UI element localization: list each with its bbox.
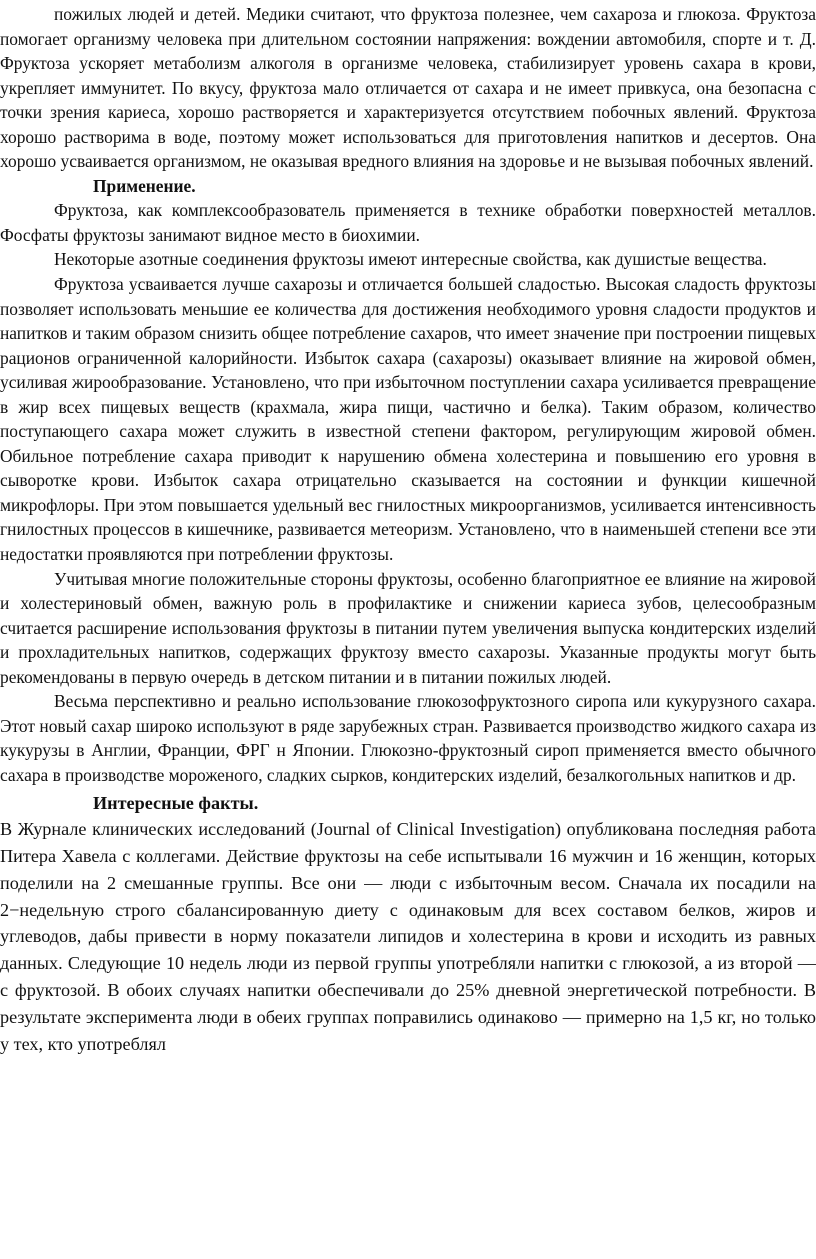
- heading-application: Применение.: [93, 175, 196, 196]
- main-text-section: [0, 2, 816, 788]
- heading-facts: Интересные факты.: [93, 792, 259, 813]
- paragraph-intro: пожилых людей и детей. Медики считают, что фруктоза полезнее, чем сахароза и глюкоза. Фруктоза помогает организму человека при длительном состоянии напряжения: вождении автомобиля, спорте и т. Д. Фруктоза ускоряет метаболизм алкоголя в организме человека, стабилизирует уровень сахара в крови, укрепляет иммунитет. По вкусу, фруктоза мало отличается от сахара и не имеет привкуса, она безопасна с точки зрения кариеса, хорошо растворяется и характеризуется отсутствием побочных явлений. Фруктоза хорошо растворима в воде, поэтому может использоваться для приготовления напитков и десертов. Она хорошо усваивается организмом, не оказывая вредного влияния на здоровье и не вызывая побочных явлений.: [0, 4, 816, 172]
- paragraph-facts: В Журнале клинических исследований (Journal of Clinical Investigation) опубликована последняя работа Питера Хавела с коллегами. Действие фруктозы на себе испытывали 16 мужчин и 16 женщин, которых поделили на 2 смешанные группы. Все они — люди с избыточным весом. Сначала их посадили на 2−недельную строго сбалансированную диету с одинаковым для всех составом белков, жиров и углеводов, дабы привести в норму показатели липидов и холестерина в крови и исходить из равных данных. Следующие 10 недель люди из первой группы употребляли напитки с глюкозой, а из второй — с фруктозой. В обоих случаях напитки обеспечивали до 25% дневной энергетической потребности. В результате эксперимента люди в обеих группах поправились одинаково — примерно на 1,5 кг, но только у тех, кто употреблял: [0, 819, 816, 1054]
- paragraph-metals: Фруктоза, как комплексообразователь применяется в технике обработки поверхностей металлов. Фосфаты фруктозы занимают видное место в биохимии.: [0, 200, 816, 245]
- paragraph-benefits: Учитывая многие положительные стороны фруктозы, особенно благоприятное ее влияние на жировой и холестериновый обмен, важную роль в профилактике и снижении кариеса зубов, целесообразным считается расширение использования фруктозы в питании путем увеличения выпуска кондитерских изделий и прохладительных напитков, содержащих фруктозу вместо сахарозы. Указанные продукты могут быть рекомендованы в первую очередь в детском питании и в питании пожилых людей.: [0, 568, 816, 687]
- paragraph-sweetness: Фруктоза усваивается лучше сахарозы и отличается большей сладостью. Высокая сладость фруктозы позволяет использовать меньшие ее количества для достижения необходимого уровня сладости продуктов и напитков и таким образом снизить общее потребление сахаров, что имеет значение при построении пищевых рационов ограниченной калорийности. Избыток сахара (сахарозы) оказывает влияние на жировой обмен, усиливая жирообразование. Установлено, что при избыточном поступлении сахара усиливается превращение в жир всех пищевых веществ (крахмала, жира пищи, частично и белка). Таким образом, количество поступающего сахара может служить в известной степени фактором, регулирующим жировой обмен. Обильное потребление сахара приводит к нарушению обмена холестерина и повышению его уровня в сыворотке крови. Избыток сахара отрицательно сказывается на состоянии и функции кишечной микрофлоры. При этом повышается удельный вес гнилостных микроорганизмов, усиливается интенсивность гнилостных процессов в кишечнике, развивается метеоризм. Установлено, что в наименьшей степени все эти недостатки проявляются при потреблении фруктозы.: [0, 274, 816, 565]
- paragraph-syrup: Весьма перспективно и реально использование глюкозофруктозного сиропа или кукурузного сахара. Этот новый сахар широко используют в ряде зарубежных стран. Развивается производство жидкого сахара из кукурузы в Англии, Франции, ФРГ н Японии. Глюкозно-фруктозный сироп применяется вместо обычного сахара в производстве мороженого, сладких сырков, кондитерских изделий, безалкогольных напитков и др.: [0, 691, 816, 785]
- facts-section: [0, 790, 816, 1058]
- paragraph-nitrogen: Некоторые азотные соединения фруктозы имеют интересные свойства, как душистые вещества.: [54, 249, 767, 270]
